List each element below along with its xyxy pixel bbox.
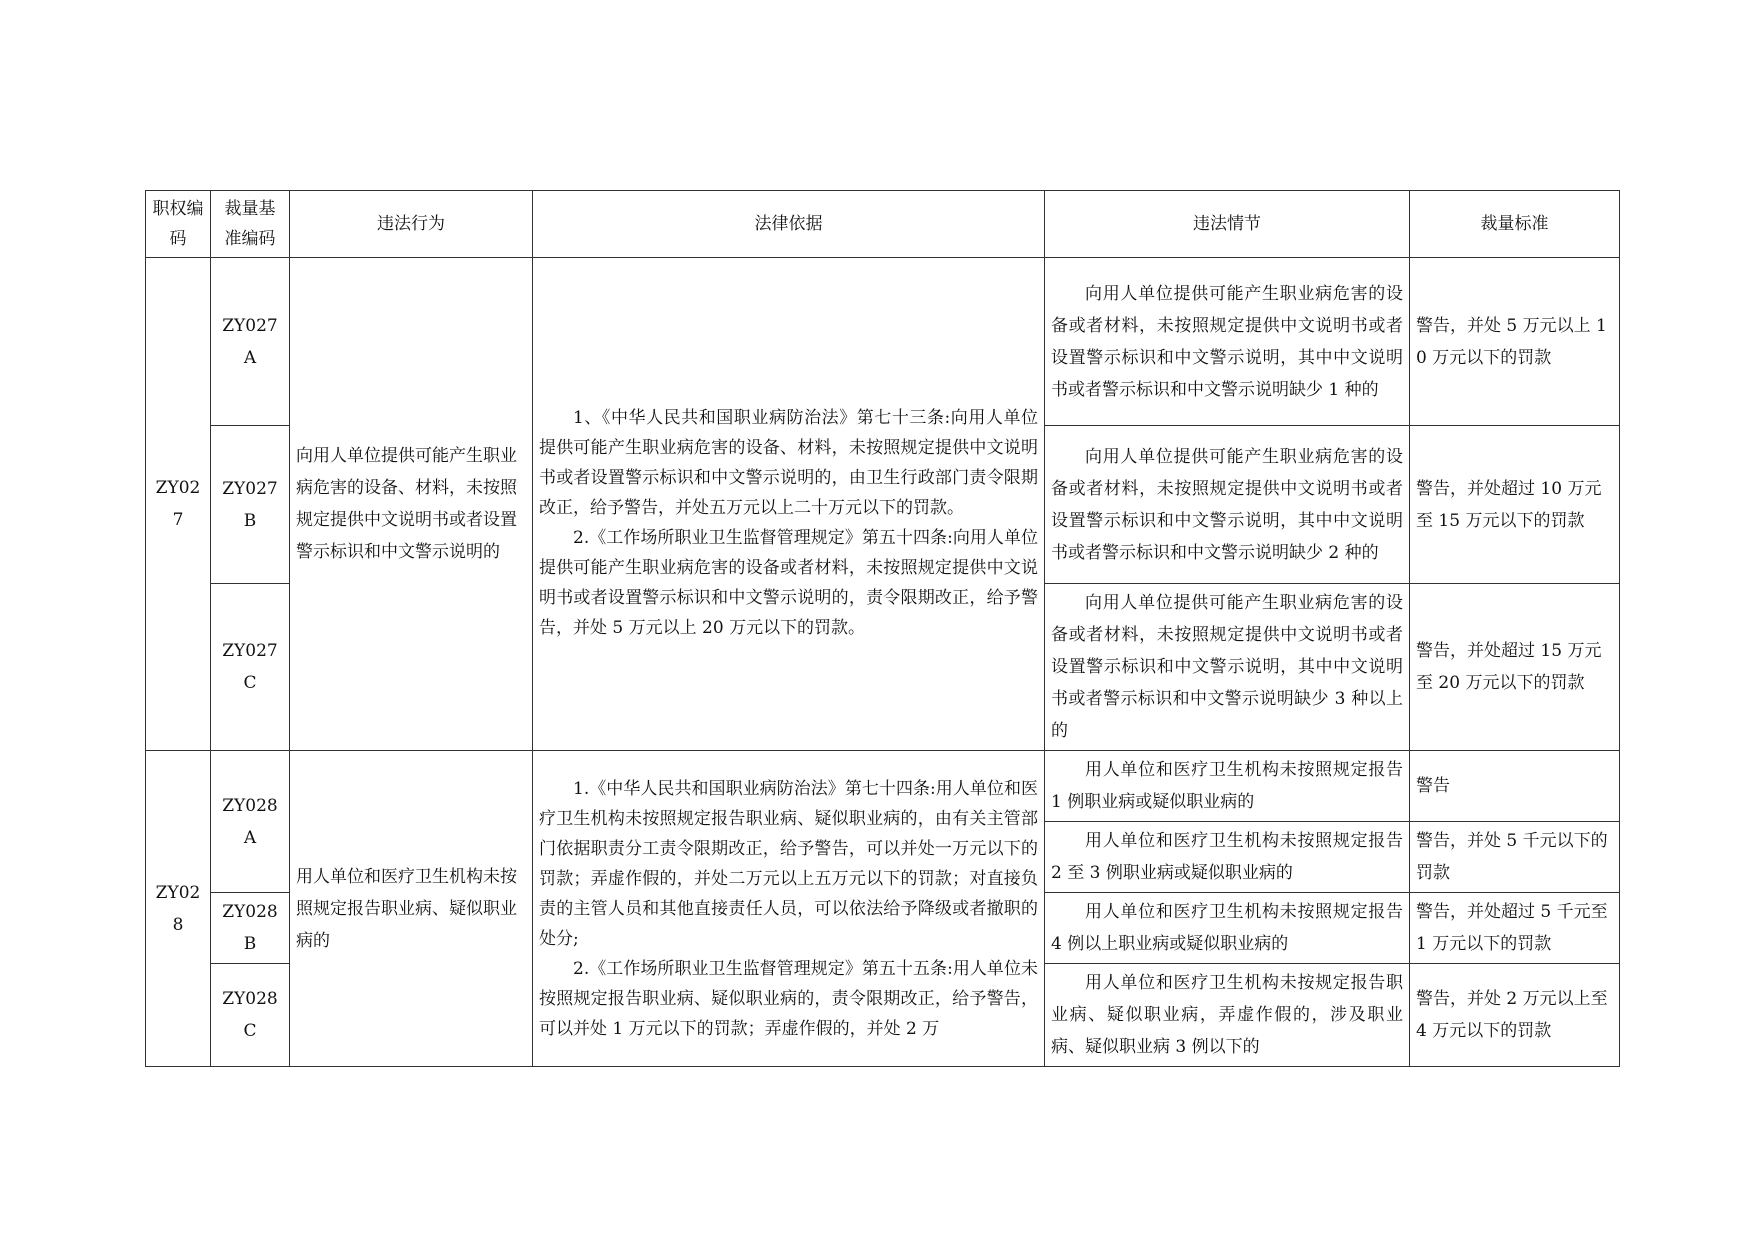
legal-basis <box>533 258 1045 751</box>
table-row <box>146 258 1620 426</box>
header-row <box>146 191 1620 258</box>
legal-basis <box>533 751 1045 1067</box>
legal-basis-item: 2.《工作场所职业卫生监督管理规定》第五十五条:用人单位未按照规定报告职业病、疑似职业病的，责令限期改正，给予警告，可以并处 1 万元以下的罚款；弄虚作假的，并处 2 万 <box>539 958 1038 1039</box>
circumstance-text: 用人单位和医疗卫生机构未按照规定报告 1 例职业病或疑似职业病的 <box>1045 751 1410 822</box>
standard-text: 警告，并处 5 万元以上 10 万元以下的罚款 <box>1410 258 1620 426</box>
circumstance-text: 用人单位和医疗卫生机构未按照规定报告 2 至 3 例职业病或疑似职业病的 <box>1045 822 1410 893</box>
standard-text: 警告 <box>1410 751 1620 822</box>
legal-basis-item: 1.《中华人民共和国职业病防治法》第七十四条:用人单位和医疗卫生机构未按照规定报告职业病、疑似职业病的，由有关主管部门依据职责分工责令限期改正，给予警告，可以并处一万元以下的罚款；弄虚作假的，并处二万元以上五万元以下的罚款；对直接负责的主管人员和其他直接责任人员，可以依法给予降级或者撤职的处分; <box>539 778 1038 949</box>
standard-text: 警告，并处超过 10 万元至 15 万元以下的罚款 <box>1410 426 1620 584</box>
circumstance-text: 用人单位和医疗卫生机构未按照规定报告 4 例以上职业病或疑似职业病的 <box>1045 893 1410 964</box>
benchmark-code: ZY027B <box>211 426 290 584</box>
penalty-discretion-table <box>145 190 1620 1067</box>
authority-code: ZY027 <box>146 258 211 751</box>
header-circumstances: 违法情节 <box>1045 191 1410 258</box>
header-benchmark-code: 裁量基准编码 <box>211 191 290 258</box>
legal-basis-item: 2.《工作场所职业卫生监督管理规定》第五十四条:向用人单位提供可能产生职业病危害的设备或者材料，未按照规定提供中文说明书或者设置警示标识和中文警示说明的，责令限期改正，给予警告，并处 5 万元以上 20 万元以下的罚款。 <box>539 528 1038 638</box>
standard-text: 警告，并处 2 万元以上至 4 万元以下的罚款 <box>1410 964 1620 1067</box>
circumstance-text: 向用人单位提供可能产生职业病危害的设备或者材料，未按照规定提供中文说明书或者设置警示标识和中文警示说明，其中中文说明书或者警示标识和中文警示说明缺少 2 种的 <box>1045 426 1410 584</box>
circumstance-text: 向用人单位提供可能产生职业病危害的设备或者材料，未按照规定提供中文说明书或者设置警示标识和中文警示说明，其中中文说明书或者警示标识和中文警示说明缺少 3 种以上的 <box>1045 584 1410 751</box>
header-violation: 违法行为 <box>290 191 533 258</box>
header-legal-basis: 法律依据 <box>533 191 1045 258</box>
table-row <box>146 751 1620 822</box>
violation-text: 向用人单位提供可能产生职业病危害的设备、材料，未按照规定提供中文说明书或者设置警示标识和中文警示说明的 <box>290 258 533 751</box>
standard-text: 警告，并处超过 5 千元至 1 万元以下的罚款 <box>1410 893 1620 964</box>
circumstance-text: 用人单位和医疗卫生机构未按规定报告职业病、疑似职业病，弄虚作假的，涉及职业病、疑似职业病 3 例以下的 <box>1045 964 1410 1067</box>
benchmark-code: ZY028A <box>211 751 290 893</box>
circumstance-text: 向用人单位提供可能产生职业病危害的设备或者材料，未按照规定提供中文说明书或者设置警示标识和中文警示说明，其中中文说明书或者警示标识和中文警示说明缺少 1 种的 <box>1045 258 1410 426</box>
benchmark-code: ZY028B <box>211 893 290 964</box>
benchmark-code: ZY028C <box>211 964 290 1067</box>
benchmark-code: ZY027C <box>211 584 290 751</box>
standard-text: 警告，并处超过 15 万元至 20 万元以下的罚款 <box>1410 584 1620 751</box>
benchmark-code: ZY027A <box>211 258 290 426</box>
legal-basis-item: 1、《中华人民共和国职业病防治法》第七十三条:向用人单位提供可能产生职业病危害的设备、材料，未按照规定提供中文说明书或者设置警示标识和中文警示说明的，由卫生行政部门责令限期改正，给予警告，并处五万元以上二十万元以下的罚款。 <box>539 408 1038 518</box>
violation-text: 用人单位和医疗卫生机构未按照规定报告职业病、疑似职业病的 <box>290 751 533 1067</box>
authority-code: ZY028 <box>146 751 211 1067</box>
standard-text: 警告，并处 5 千元以下的罚款 <box>1410 822 1620 893</box>
header-authority-code: 职权编码 <box>146 191 211 258</box>
header-standard: 裁量标准 <box>1410 191 1620 258</box>
